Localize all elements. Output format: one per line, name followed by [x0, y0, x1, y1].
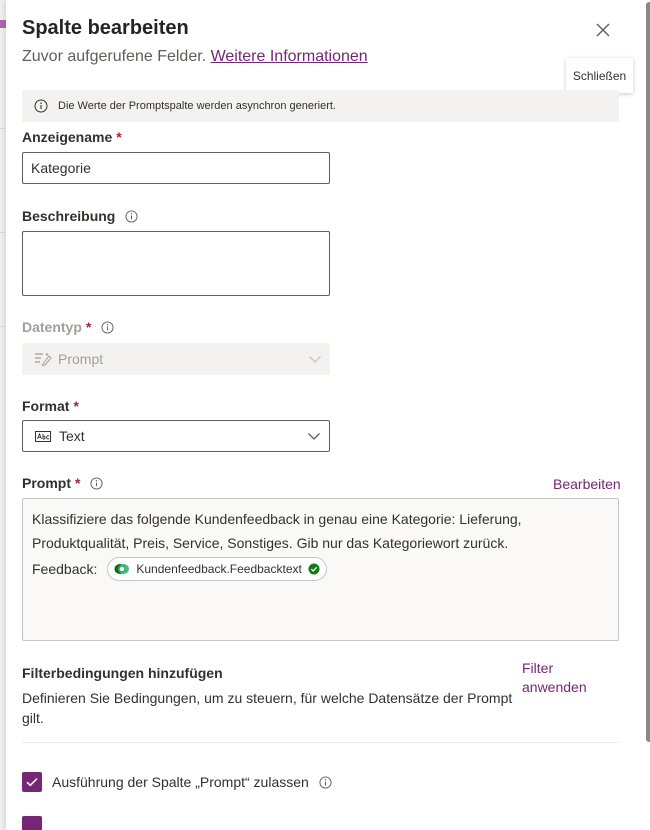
filter-title: Filterbedingungen hinzufügen — [22, 665, 223, 681]
async-info-bar — [22, 90, 619, 122]
panel-title: Spalte bearbeiten — [22, 17, 189, 39]
data-type-info-icon[interactable] — [101, 321, 114, 334]
data-type-label — [22, 319, 114, 335]
display-name-label-text: Anzeigename — [22, 129, 113, 145]
display-name-value: Kategorie — [31, 160, 91, 176]
filter-description: Definieren Sie Bedingungen, um zu steuern, für welche Datensätze der Prompt gilt. — [22, 690, 513, 726]
scrollbar-thumb[interactable] — [646, 2, 650, 742]
allow-execution-info-icon[interactable] — [319, 776, 332, 789]
info-icon — [34, 99, 48, 113]
prompt-type-icon — [34, 351, 52, 367]
allow-execution-label: Ausführung der Spalte „Prompt“ zulassen — [52, 774, 309, 790]
prompt-feedback-row — [32, 557, 609, 581]
panel-subtitle — [22, 48, 368, 66]
checkmark-circle-icon — [308, 563, 320, 575]
format-label-text: Format — [22, 398, 70, 414]
prompt-edit-link[interactable]: Bearbeiten — [553, 476, 621, 492]
section-divider — [22, 742, 619, 743]
required-marker: * — [73, 398, 79, 414]
close-button[interactable] — [592, 19, 614, 41]
async-info-text: Die Werte der Promptspalte werden asynchron generiert. — [58, 100, 336, 112]
allow-execution-row — [22, 772, 332, 792]
format-value: Text — [59, 428, 85, 444]
required-marker: * — [85, 319, 92, 335]
abc-icon — [35, 431, 53, 442]
description-label — [22, 208, 138, 224]
prompt-line: Produktqualität, Preis, Service, Sonstiges. Gib nur das Kategoriewort zurück. — [32, 535, 509, 551]
checkmark-icon — [25, 776, 39, 788]
field-reference-label: Kundenfeedback.Feedbacktext — [136, 562, 302, 576]
panel-scrollbar[interactable] — [642, 0, 650, 830]
prompt-feedback-prefix: Feedback: — [32, 561, 98, 577]
required-marker: * — [75, 475, 81, 491]
format-dropdown[interactable] — [22, 420, 330, 452]
chevron-down-icon — [308, 354, 322, 364]
learn-more-link[interactable]: Weitere Informationen — [210, 48, 368, 65]
edit-column-panel — [6, 0, 650, 830]
partial-checkbox[interactable] — [22, 816, 42, 830]
chevron-down-icon — [307, 431, 321, 441]
data-type-dropdown — [22, 343, 330, 375]
description-info-icon[interactable] — [125, 210, 138, 223]
data-type-value: Prompt — [58, 351, 104, 367]
prompt-label — [22, 475, 103, 491]
apply-filter-link[interactable]: Filter anwenden — [522, 660, 587, 695]
close-icon — [592, 19, 614, 41]
description-textarea[interactable] — [22, 231, 330, 296]
close-tooltip: Schließen — [566, 58, 633, 93]
field-reference-chip[interactable] — [107, 557, 326, 581]
prompt-label-text: Prompt — [22, 475, 71, 491]
display-name-label — [22, 129, 122, 145]
description-label-text: Beschreibung — [22, 208, 116, 224]
prompt-line: Klassifiziere das folgende Kundenfeedback in genau eine Kategorie: Lieferung, — [32, 511, 522, 527]
subtitle-text: Zuvor aufgerufene Felder. — [22, 48, 207, 65]
allow-execution-checkbox[interactable] — [22, 772, 42, 792]
prompt-info-icon[interactable] — [90, 477, 103, 490]
display-name-input[interactable] — [22, 152, 330, 184]
dataverse-icon — [114, 562, 130, 576]
format-label — [22, 398, 79, 414]
required-marker: * — [116, 129, 122, 145]
data-type-label-text: Datentyp — [22, 319, 82, 335]
prompt-text-box[interactable] — [22, 498, 619, 641]
